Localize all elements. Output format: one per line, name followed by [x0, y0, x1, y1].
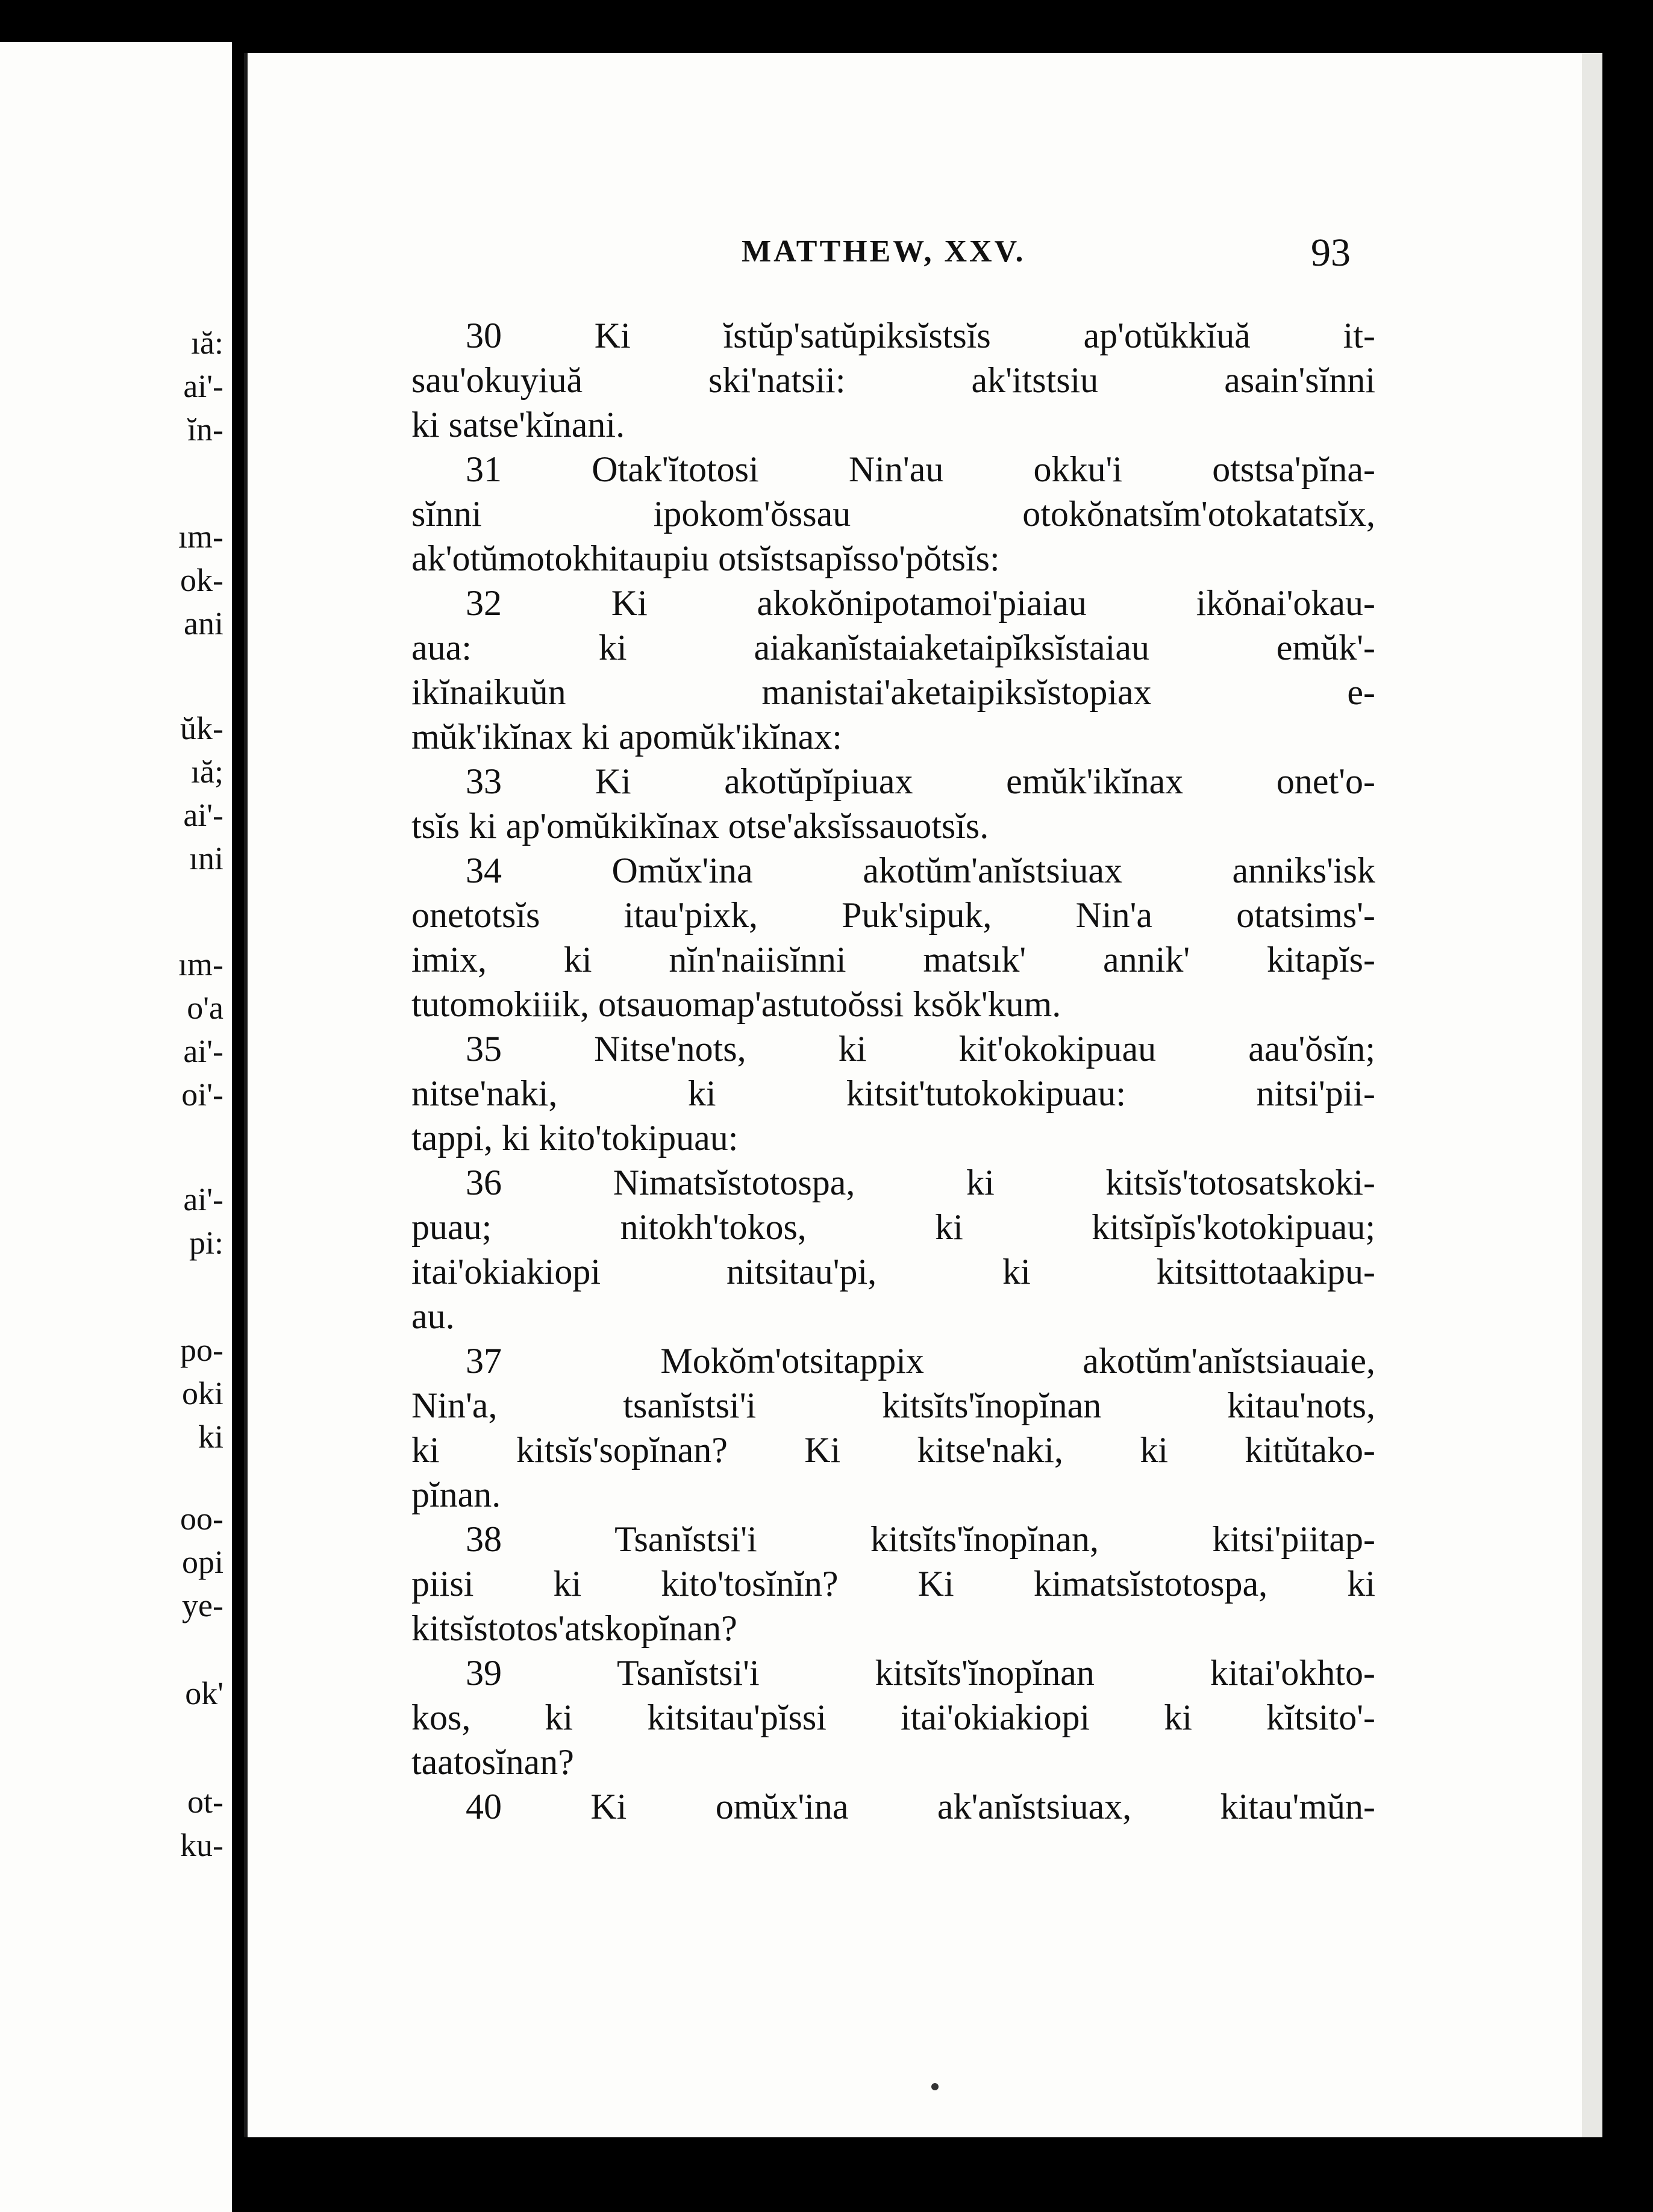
left-fragment: ai'- [183, 1033, 223, 1069]
verse-line: 35 Nitse'nots, ki kit'okokipuau aau'ŏsĭn; [466, 1029, 1375, 1069]
verse-line: aua: ki aiakanĭstaiaketaipĭksĭstaiau emŭk'- [411, 628, 1375, 667]
verse-line: 40 Ki omŭx'ina ak'anĭstsiuax, kitau'mŭn- [466, 1787, 1375, 1826]
left-fragment: ai'- [183, 797, 223, 833]
verse-line: nitse'naki, ki kitsit'tutokokipuau: nitsi'pii- [411, 1073, 1375, 1113]
verse-line: ki kitsĭs'sopĭnan? Ki kitse'naki, ki kitŭtako- [411, 1430, 1375, 1470]
left-fragment: ıă; [191, 754, 223, 790]
page-header [248, 231, 1602, 282]
running-head: MATTHEW, XXV. [742, 234, 1026, 269]
left-fragment: oo- [180, 1501, 223, 1537]
left-fragment: ai'- [183, 1181, 223, 1217]
verse-line: kitsĭstotos'atskopĭnan? [411, 1608, 737, 1648]
verse-line: 38 Tsanĭstsi'i kitsĭts'ĭnopĭnan, kitsi'piitap- [466, 1519, 1375, 1559]
verse-line: ki satse'kĭnani. [411, 405, 625, 445]
left-fragment: ki [198, 1419, 223, 1455]
left-fragment: ye- [182, 1587, 223, 1623]
verse-line: 37 Mokŏm'otsitappix akotŭm'anĭstsiauaie, [466, 1341, 1375, 1381]
left-facing-page [0, 42, 232, 2212]
left-fragment: ıni [189, 840, 223, 876]
left-fragment: pi: [189, 1225, 223, 1261]
verse-line: itai'okiakiopi nitsitau'pi, ki kitsittotaakipu- [411, 1252, 1375, 1292]
verse-line: tappi, ki kito'tokipuau: [411, 1118, 739, 1158]
scripture-text [411, 313, 1375, 1829]
left-fragment: ĭn- [187, 411, 223, 448]
page-edge [1582, 53, 1602, 2137]
verse-line: kos, ki kitsitau'pĭssi itai'okiakiopi ki kĭtsito'- [411, 1698, 1375, 1737]
page-number: 93 [1311, 231, 1351, 275]
verse-line: puau; nitokh'tokos, ki kitsĭpĭs'kotokipuau; [411, 1207, 1375, 1247]
left-fragment: po- [180, 1332, 223, 1368]
left-fragment: ok' [185, 1675, 223, 1711]
left-fragment: ok- [180, 562, 223, 598]
book-gutter [232, 0, 244, 2212]
verse-line: pĭnan. [411, 1475, 501, 1514]
verse-line: piisi ki kito'tosĭnĭn? Ki kimatsĭstotospa, ki [411, 1564, 1375, 1604]
left-fragment: o'a [187, 990, 223, 1026]
left-fragment: ot- [187, 1784, 223, 1820]
verse-line: sau'okuyiuă ski'natsii: ak'itstsiu asain'sĭnni [411, 360, 1375, 400]
left-fragment: oki [181, 1375, 223, 1411]
left-fragment: ai'- [183, 368, 223, 404]
left-fragment: ŭk- [180, 710, 223, 746]
verse-line: taatosĭnan? [411, 1742, 574, 1782]
verse-line: 32 Ki akokŏnipotamoi'piaiau ikŏnai'okau- [466, 583, 1375, 623]
verse-line: sĭnni ipokom'ŏssau otokŏnatsĭm'otokatatsĭx, [411, 494, 1375, 534]
verse-line: onetotsĭs itau'pixk, Puk'sipuk, Nin'a otatsims'- [411, 895, 1375, 935]
left-fragment: ani [184, 605, 223, 642]
verse-line: 31 Otak'ĭtotosi Nin'au okku'i otstsa'pĭna- [466, 449, 1375, 489]
left-fragment: opi [181, 1544, 223, 1580]
verse-line: 30 Ki ĭstŭp'satŭpiksĭstsĭs ap'otŭkkĭuă it- [466, 316, 1375, 355]
left-fragment: ım- [178, 946, 223, 983]
left-fragment: oi'- [181, 1076, 223, 1113]
left-page-fragments [0, 42, 232, 2212]
book-page [244, 53, 1602, 2137]
ink-speck [931, 2083, 939, 2090]
verse-line: au. [411, 1296, 455, 1336]
verse-line: ikĭnaikuŭn manistai'aketaipiksĭstopiax e- [411, 672, 1375, 712]
verse-line: mŭk'ikĭnax ki apomŭk'ikĭnax: [411, 717, 842, 757]
verse-line: 36 Nimatsĭstotospa, ki kitsĭs'totosatskoki- [466, 1163, 1375, 1202]
verse-line: tsĭs ki ap'omŭkikĭnax otse'aksĭssauotsĭs. [411, 806, 989, 846]
left-fragment: ım- [178, 519, 223, 555]
verse-line: 33 Ki akotŭpĭpiuax emŭk'ikĭnax onet'o- [466, 761, 1375, 801]
verse-line: ak'otŭmotokhitaupiu otsĭstsapĭsso'pŏtsĭs: [411, 539, 1000, 578]
verse-line: 39 Tsanĭstsi'i kitsĭts'ĭnopĭnan kitai'okhto- [466, 1653, 1375, 1693]
verse-line: tutomokiiik, otsauomap'astutoŏssi ksŏk'kum. [411, 984, 1061, 1024]
verse-line: Nin'a, tsanĭstsi'i kitsĭts'ĭnopĭnan kitau'nots, [411, 1386, 1375, 1425]
verse-line: 34 Omŭx'ina akotŭm'anĭstsiuax anniks'isk [466, 851, 1375, 890]
left-fragment: ıă: [191, 325, 223, 361]
verse-line: imix, ki nĭn'naiisĭnni matsık' annik' kitapĭs- [411, 940, 1375, 979]
left-fragment: ku- [180, 1827, 223, 1863]
